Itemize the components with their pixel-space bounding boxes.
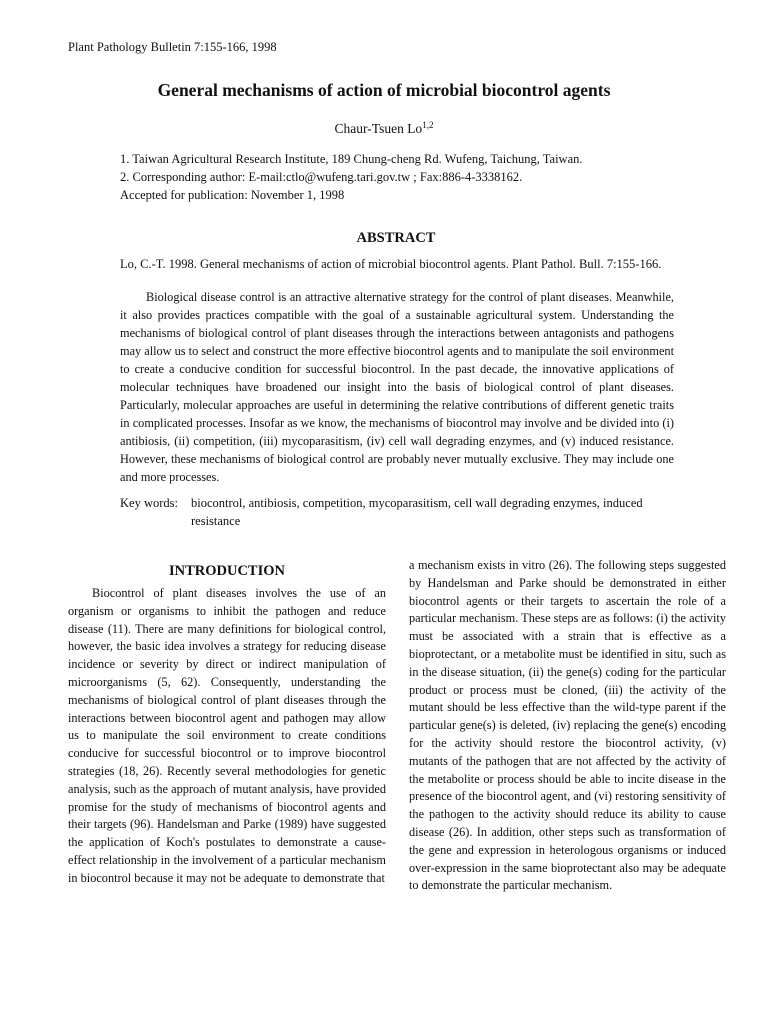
keywords bbox=[120, 494, 674, 530]
keywords-label: Key words: bbox=[120, 496, 178, 510]
abstract-body: Biological disease control is an attractive alternative strategy for the control of plant diseases. Meanwhile, it also provides practices compatible with the goal of a sustainable agricultural system. Understanding the mechanisms of biological control of plant diseases through the interactions between antagonists and pathogens may allow us to select and construct the more effective biocontrol agents and to manipulate the soil environment to create a conducive condition for successful biocontrol. In the past decade, the innovative applications of molecular techniques have broadened our insight into the basis of biological control of plant diseases. Particularly, molecular approaches are useful in determining the relative contributions of different genetic traits in complicated processes. Insofar as we know, the mechanisms of biocontrol may involve and be divided into (i) antibiosis, (ii) competition, (iii) mycoparasitism, (iv) cell wall degrading enzymes, and (v) induced resistance. However, these mechanisms of biological control are probably never mutually exclusive. They may include one and more processes. bbox=[120, 290, 674, 484]
author-affiliation-marks: 1,2 bbox=[422, 120, 434, 130]
abstract-heading: ABSTRACT bbox=[356, 230, 436, 246]
author-line bbox=[0, 120, 768, 137]
affiliation-2: 2. Corresponding author: E-mail:ctlo@wufeng.tari.gov.tw ; Fax:886-4-3338162. bbox=[120, 170, 523, 184]
paper-title: General mechanisms of action of microbial biocontrol agents bbox=[157, 80, 611, 100]
affiliations bbox=[120, 150, 680, 204]
citation-line: Lo, C.-T. 1998. General mechanisms of action of microbial biocontrol agents. Plant Pathol. Bull. 7:155-166. bbox=[120, 257, 662, 271]
introduction-left-column: Biocontrol of plant diseases involves the use of an organism or organisms to inhibit the pathogen and reduce disease (11). There are many definitions for biological control, however, the basic idea involves a strategy for reducing disease incidence or severity by direct or indirect manipulation of microorganisms (5, 62). Consequently, understanding the mechanisms of biological control of plant diseases through the interactions between biocontrol agent and pathogen may allow us to manipulate the soil environment to create conditions conducive for successful biocontrol or to improve biocontrol strategies (18, 26). Recently several methodologies for genetic analysis, such as the approach of mutant analysis, have provided promise for the study of mechanisms of biocontrol agents and their targets (96). Handelsman and Parke (1989) have suggested the application of Koch's postulates to demonstrate a cause-effect relationship in the involvement of a particular mechanism in biocontrol because it may not be adequate to demonstrate that bbox=[68, 586, 386, 885]
acceptance-date: Accepted for publication: November 1, 1998 bbox=[120, 188, 345, 202]
keywords-text: biocontrol, antibiosis, competition, mycoparasitism, cell wall degrading enzymes, induced resistance bbox=[191, 496, 643, 528]
journal-header: Plant Pathology Bulletin 7:155-166, 1998 bbox=[68, 40, 277, 54]
author-name: Chaur-Tsuen Lo bbox=[334, 121, 423, 136]
affiliation-1: 1. Taiwan Agricultural Research Institute, 189 Chung-cheng Rd. Wufeng, Taichung, Taiwan. bbox=[120, 152, 583, 166]
introduction-right-column: a mechanism exists in vitro (26). The following steps suggested by Handelsman and Parke should be demonstrated in either biocontrol agents or their targets to ascertain the role of a particular mechanism. These steps are as follows: (i) the activity must be associated with a strain that is effective as a bioprotectant, or a metabolite must be identified in situ, such as in the disease situation, (ii) the gene(s) coding for the particular product or process must be cloned, (iii) the activity of the mutant should be less effective than the wild-type parent if the particular gene(s) is deleted, (iv) replacing the gene(s) encoding for the activity should restore the biocontrol activity, (v) mutants of the pathogen that are not affected by the activity of the metabolite or process should be able to incite disease in the presence of the biocontrol agent, and (vi) restoring sensitivity of the pathogen to the activity should reduce its ability to cause disease (26). In addition, other steps such as transformation of the gene and expression in heterologous organisms or induced over-expression in the same bioprotectant also may be adequate to demonstrate the particular mechanism. bbox=[409, 558, 726, 893]
introduction-heading: INTRODUCTION bbox=[168, 563, 285, 579]
